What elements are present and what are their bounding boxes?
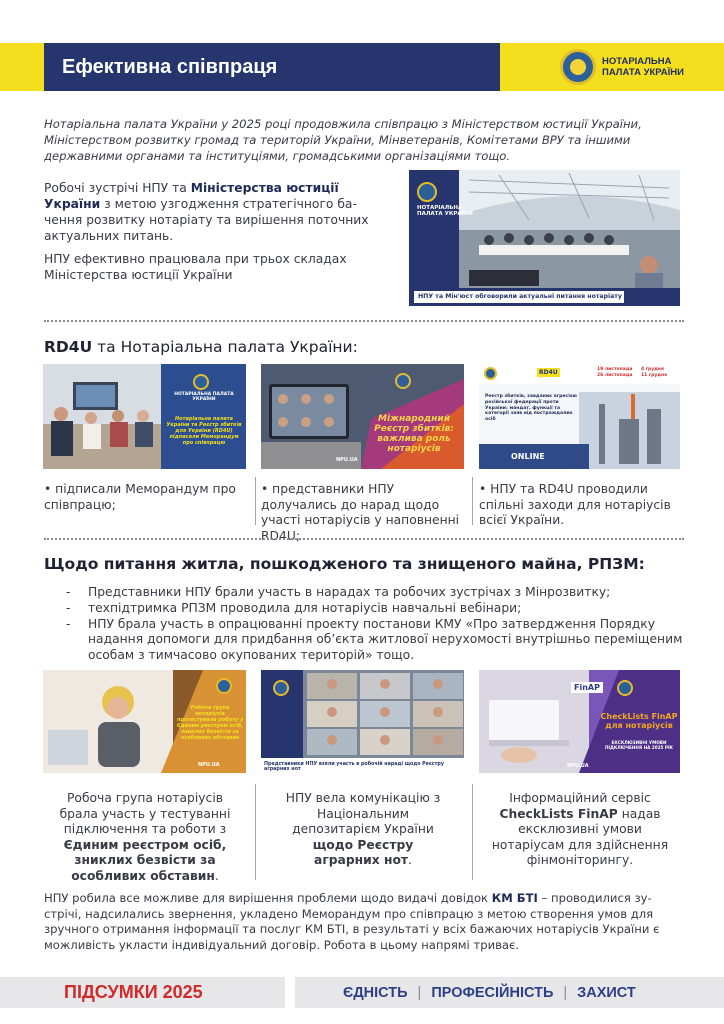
photo-seal-icon [395,373,411,389]
rd4u-caption-2: • представники НПУ долучались до нарад щодо участі нотаріусів у наповненні RD4U; [261,482,460,543]
housing-bullet-list [66,585,686,664]
rd4u-memorandum-photo: НОТАРІАЛЬНА ПАЛАТА УКРАЇНИ Нотаріальна палата України та Реєстр збитків для України (RD4U) підписали Меморандум про співпрацю [43,364,246,469]
footer-value-protection: ЗАХИСТ [577,984,636,1001]
list-item: - Представники НПУ брали участь в нарадах та робочих зустрічах з Мінрозвитку; [66,585,611,599]
online-label: ONLINE [511,452,545,461]
photo-seal-icon [193,374,209,390]
finap-photo-title: CheckLists FinAP для нотаріусів [600,712,678,730]
intro-paragraph: Нотаріальна палата України у 2025 році продовжила співпрацю з Міністерством юстиції України, Міністерством розвитку громад та територій України, Мінветеранів, Комітетами ВРУ та іншими державними органами та інституціями, громадськими організаціями тощо. [44,117,642,163]
rd4u-meeting-photo: Міжнародний Реєстр збитків: важлива роль нотаріусів NPU.UA [261,364,464,469]
km-bti-paragraph: НПУ робила все можливе для вирішення проблеми щодо видачі довідок КМ БТІ – проводилися зустрічі, надсилались звернення, укладено Меморандум про співпрацю з метою створення умов для зручного отримання інформації та послуг КМ БТІ, в результаті у всіх бажаючих нотаріусів України є можливість укласти індивідуальний договір. Робота в цьому напрямі триває. [44,891,660,952]
dotted-separator [44,320,684,322]
logo-line-1: НОТАРІАЛЬНА [602,56,672,67]
chamber-seal-icon [560,49,596,85]
list-item: - техпідтримка РПЗМ проводила для нотаріусів навчальні вебінари; [66,600,522,615]
rd4u-caption-3: • НПУ та RD4U проводили спільні заходи для нотаріусів всієї України. [479,482,671,527]
list-item: - НПУ брала участь в опрацюванні проекту постанови КМУ «Про затвердження Порядку надання допомоги для придбання об’єкта житлової нерухомості внутрішньо переміщеним особам з тимчасово окупованих територій» тощо. [66,616,683,663]
finap-photo: FinAP CheckLists FinAP для нотаріусів ЕКСКЛЮЗИВНІ УМОВИ ПІДКЛЮЧЕННЯ НА 2025 РІК NPU.UA [479,670,680,773]
housing-heading: Щодо питання житла, пошкодженого та знищеного майна, РПЗМ: [44,555,645,573]
chamber-logo [560,47,684,87]
ministry-paragraph: Робочі зустрічі НПУ та Міністерства юстиції України з метою узгодження стратегічного бачення розвитку нотаріату та вирішення поточних актуальних питань. [44,181,369,243]
agrarian-photo-caption: Представники НПУ взяли участь в робочій нараді щодо Реєстру аграрних нот [264,762,444,772]
ministry-photo-caption: НПУ та Мін'юст обговорили актуальні питання нотаріату [418,293,622,300]
dotted-separator [44,538,684,540]
rd4u-photo-2-text: Міжнародний Реєстр збитків: важлива роль нотаріусів [374,414,454,454]
rd4u-photo-3-text: Реєстр збитків, завданих агресією російської федерації проти України: мандат, функції та категорії заяв від постраждалих осіб [485,394,578,423]
photo-seal-icon [484,367,497,380]
finap-brand: FinAP [571,682,603,693]
section-title: Ефективна співпраця [62,55,278,78]
housing-caption-1: Робоча група нотаріусів брала участь у тестуванні підключення та роботи з Єдиним реєстром осіб, зниклих безвісти за особливих обставин. [59,791,231,883]
footer-summary-text: ПІДСУМКИ 2025 [64,982,203,1002]
rd4u-badge: RD4U [539,369,558,376]
column-divider [472,784,473,880]
footer-values: ЄДНІСТЬ | ПРОФЕСІЙНІСТЬ | ЗАХИСТ [295,977,724,1008]
rd4u-caption-1: • підписали Меморандум про співпрацю; [44,482,236,512]
housing-caption-2: НПУ вела комунікацію з Національним депозитарієм України щодо Реєстру аграрних нот. [285,791,441,867]
column-divider [255,477,256,525]
footer-summary [0,977,285,1008]
rd4u-event-photo: RD4U 19 листопада 26 листопада 4 грудня 11 грудня Реєстр збитків, завданих агресією російської федерації проти України: мандат, функції та категорії заяв від постраждалих осіб ONLINE [479,364,680,469]
agrarian-notes-photo [261,670,464,773]
photo-seal-icon [617,680,633,696]
photo-seal-icon [417,182,437,202]
rd4u-heading: RD4U та Нотаріальна палата України: [44,338,358,356]
column-divider [472,477,473,525]
logo-line-2: ПАЛАТА УКРАЇНИ [602,67,684,78]
working-group-photo: Робоча група нотаріусів протестувала роботу з Єдиним реєстром осіб, зниклих безвісти за особливих обставин NPU.UA [43,670,246,773]
housing-caption-3: Інформаційний сервіс CheckLists FinAP надав ексклюзивні умови нотаріусам для здійснення фінмоніторингу. [491,791,669,867]
column-divider [255,784,256,880]
section-title-bar [44,43,500,91]
ministry-paragraph-2: НПУ ефективно працювала при трьох складах Міністерства юстиції України [44,252,347,282]
photo-seal-icon [216,678,232,694]
rd4u-photo-1-text: Нотаріальна палата України та Реєстр збитків для України (RD4U) підписали Меморандум про співпрацю [166,416,242,446]
photo-seal-icon [273,680,289,696]
ministry-meeting-photo: НОТАРІАЛЬНА ПАЛАТА УКРАЇНИ НПУ та Мін'юст обговорили актуальні питання нотаріату [409,170,680,306]
working-group-photo-text: Робоча група нотаріусів протестувала роботу з Єдиним реєстром осіб, зниклих безвісти за особливих обставин [176,705,244,741]
footer-value-professionalism: ПРОФЕСІЙНІСТЬ [431,984,554,1001]
footer-value-unity: ЄДНІСТЬ [343,984,408,1001]
